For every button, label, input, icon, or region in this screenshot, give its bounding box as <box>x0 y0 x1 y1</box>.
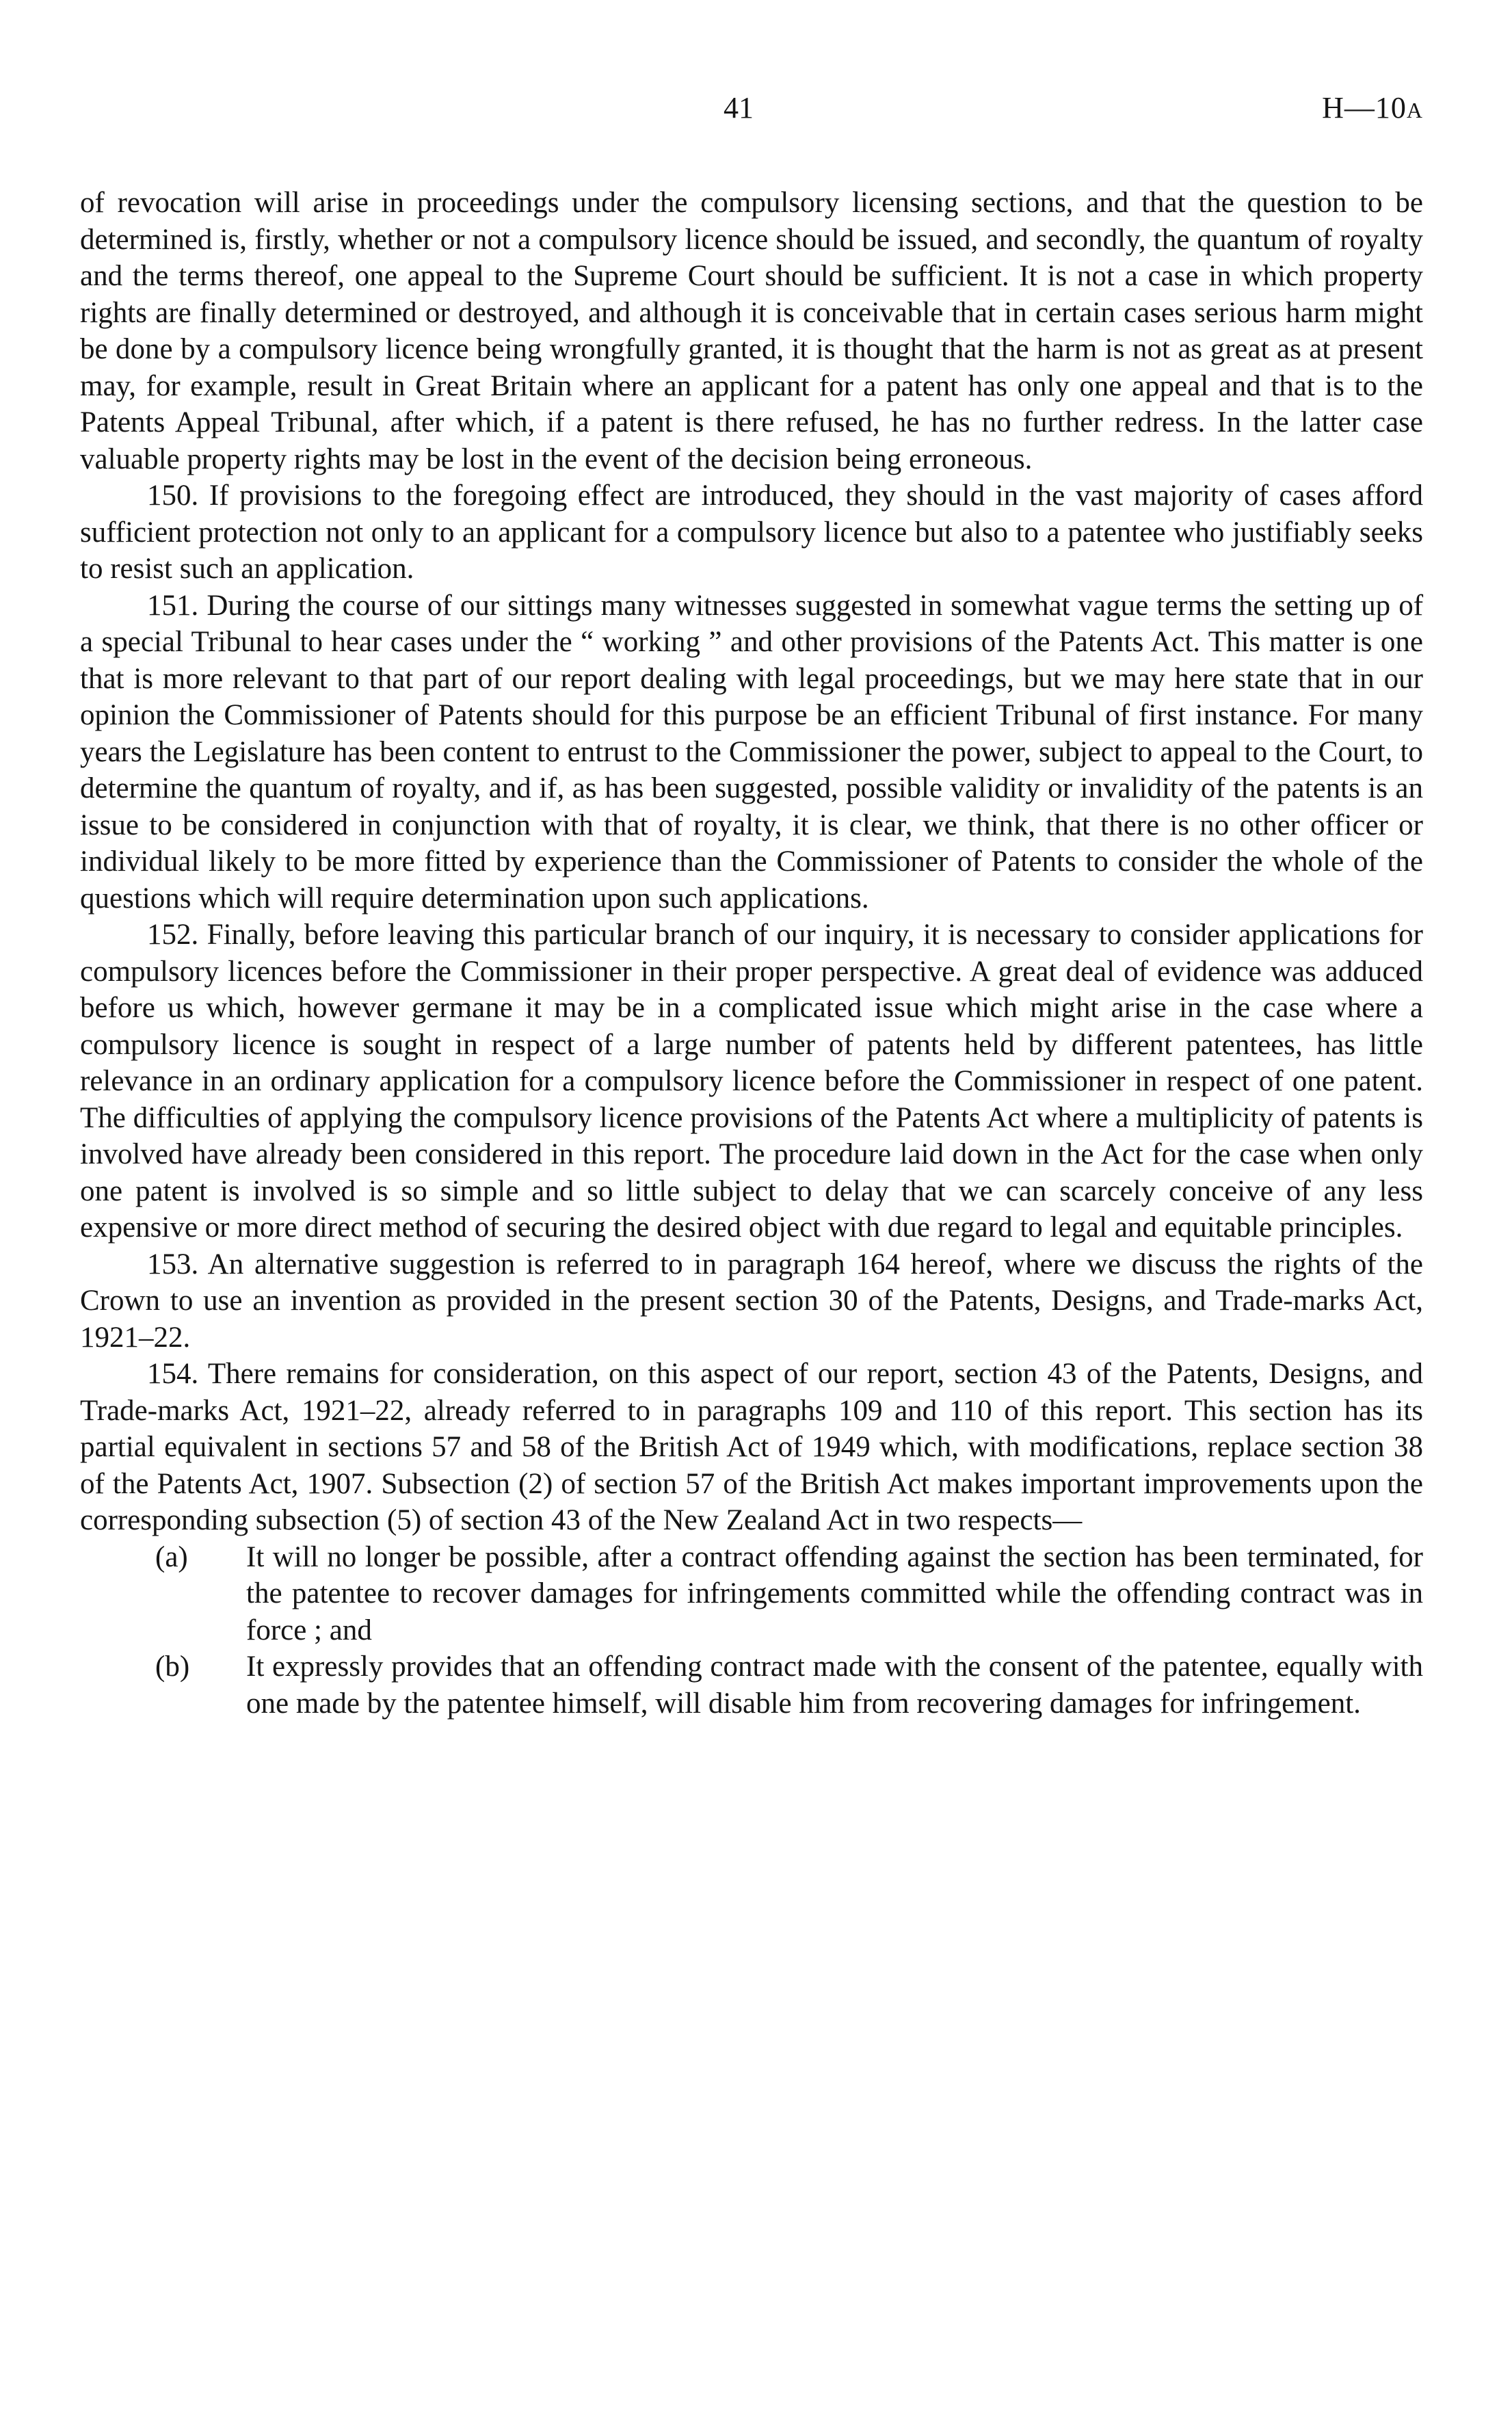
paragraph-text: Finally, before leaving this particular branch of our inquiry, it is necessary to consider applications for compulsory licences before the Commissioner in their proper perspective. A great deal of evidence was adduced before us which, however germane it may be in a complicated issue which might arise in the case where a compulsory licence is sought in respect of a large number of patents held by different patentees, has little relevance in an ordinary application for a compulsory licence before the Commissioner in respect of one patent. The difficulties of applying the compulsory licence provisions of the Patents Act where a multiplicity of patents is involved have already been considered in this report. The procedure laid down in the Act for the case when only one patent is involved is so simple and so little subject to delay that we can scarcely conceive of any less expensive or more direct method of securing the desired object with due regard to legal and equitable principles. <box>80 919 1423 1244</box>
page-header <box>0 88 1512 129</box>
page-number: 41 <box>724 91 754 124</box>
paragraph-number: 153. <box>147 1248 199 1280</box>
document-reference <box>1322 88 1423 131</box>
paragraph-text: An alternative suggestion is referred to in paragraph 164 hereof, where we discuss the rights of the Crown to use an invention as provided in the present section 30 of the Patents, Designs, and Trade-marks Act, 1921–22. <box>80 1248 1423 1354</box>
paragraph-150 <box>80 477 1423 588</box>
paragraph-151 <box>80 588 1423 917</box>
document-reference-suffix: A <box>1406 98 1423 122</box>
list-item-b <box>80 1648 1423 1722</box>
document-reference-prefix: H—10 <box>1322 91 1407 124</box>
paragraph-154 <box>80 1356 1423 1539</box>
list-item-a <box>80 1539 1423 1649</box>
paragraph-number: 151. <box>147 589 199 622</box>
list-item-label: (a) <box>155 1540 188 1573</box>
list-item-text: It will no longer be possible, after a contract offending against the section has been terminated, for the patentee to recover damages for infringements committed while the offending contract was in force ; and <box>246 1540 1423 1646</box>
list-item-label: (b) <box>155 1651 190 1683</box>
page-body <box>80 185 1423 1722</box>
paragraph-text: There remains for consideration, on this aspect of our report, section 43 of the Patents, Designs, and Trade-marks Act, 1921–22, already referred to in paragraphs 109 and 110 of this report. This section has its partial equivalent in sections 57 and 58 of the British Act of 1949 which, with modifications, replace section 38 of the Patents Act, 1907. Subsection (2) of section 57 of the British Act makes important improvements upon the corresponding subsection (5) of section 43 of the New Zealand Act in two respects— <box>80 1358 1423 1536</box>
paragraph-text: If provisions to the foregoing effect are introduced, they should in the vast majority of cases afford sufficient protection not only to an applicant for a compulsory licence but also to a patentee who justifiably seeks to resist such an application. <box>80 479 1424 585</box>
paragraph-number: 152. <box>147 919 199 951</box>
paragraph-153 <box>80 1246 1423 1356</box>
paragraph-number: 150. <box>147 479 199 512</box>
paragraph-text: During the course of our sittings many witnesses suggested in somewhat vague terms the setting up of a special Tribunal to hear cases under the “ working ” and other provisions of the Patents Act. This matter is one that is more relevant to that part of our report dealing with legal proceedings, but we may here state that in our opinion the Commissioner of Patents should for this purpose be an efficient Tribunal of first instance. For many years the Legislature has been content to entrust to the Commissioner the power, subject to appeal to the Court, to determine the quantum of royalty, and if, as has been suggested, possible validity or invalidity of the patents is an issue to be considered in conjunction with that of royalty, it is clear, we think, that there is no other officer or individual likely to be more fitted by experience than the Commissioner of Patents to consider the whole of the questions which will require determination upon such applications. <box>80 589 1424 915</box>
list-item-text: It expressly provides that an offending contract made with the consent of the patentee, equally with one made by the patentee himself, will disable him from recovering damages for infringement. <box>246 1651 1423 1720</box>
continued-paragraph: of revocation will arise in proceedings under the compulsory licensing sections, and that the question to be determined is, firstly, whether or not a compulsory licence should be issued, and secondly, the quantum of royalty and the terms thereof, one appeal to the Supreme Court should be sufficient. It is not a case in which property rights are finally determined or destroyed, and although it is conceivable that in certain cases serious harm might be done by a compulsory licence being wrongfully granted, it is thought that the harm is not as great as at present may, for example, result in Great Britain where an applicant for a patent has only one appeal and that is to the Patents Appeal Tribunal, after which, if a patent is there refused, he has no further redress. In the latter case valuable property rights may be lost in the event of the decision being erroneous. <box>80 187 1423 475</box>
paragraph-152 <box>80 917 1423 1246</box>
paragraph-number: 154. <box>147 1358 199 1390</box>
